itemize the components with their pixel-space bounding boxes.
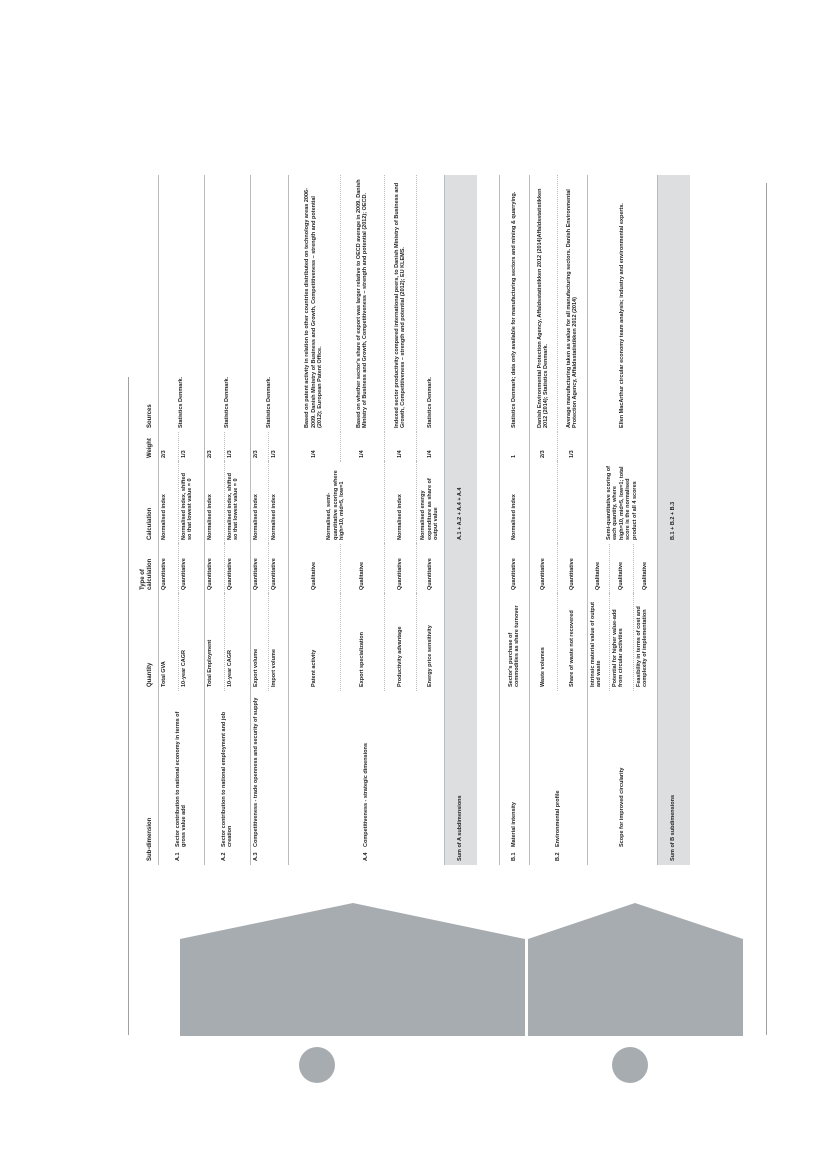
quantity-cell: Sector's purchase of commodities as share turnover — [499, 594, 529, 691]
weight-cell: 1/4 — [288, 432, 340, 462]
calculation-cell: Normalised index — [499, 462, 529, 544]
header-type: Type of calculation — [139, 558, 153, 590]
spacer-row — [477, 175, 500, 865]
subdimension-number: A.3 — [252, 852, 259, 861]
subdimension-cell — [158, 691, 204, 865]
type-cell: Quantitative — [529, 544, 557, 594]
weight-cell: 1/4 — [384, 432, 416, 462]
table-row — [204, 175, 224, 865]
type-cell: Qualitative — [609, 544, 633, 594]
weight-cell: 2/3 — [204, 432, 224, 462]
type-cell: Quantitative — [178, 544, 204, 594]
type-cell: Quantitative — [224, 544, 250, 594]
type-cell: Quantitative — [158, 544, 178, 594]
calculation-cell: Normalised index — [250, 462, 268, 544]
quantity-cell: Energy price sensitivity — [416, 594, 444, 691]
house-shape-icon — [180, 901, 525, 1036]
table-row — [529, 175, 557, 865]
source-cell: Ellen MacArthur circular economy team analysis; industry and environmental experts. — [587, 175, 657, 432]
sum-label: Sum of B subdimensions — [657, 544, 690, 865]
subdimension-label: Competitiveness - trade openness and security of supply — [252, 697, 259, 847]
type-cell: Qualitative — [288, 544, 340, 594]
subdimension-label: Competitiveness - strategic dimensions — [362, 743, 369, 847]
subdimension-label: Material intensity — [510, 802, 517, 847]
house-shape-icon — [528, 901, 743, 1036]
subdimension-cell — [204, 691, 250, 865]
subdimension-cell — [250, 691, 288, 865]
weight-cell: 1 — [499, 432, 529, 462]
calculation-cell: Normalised, semi-quantitative scoring where high=10, mid=5, low=1 — [288, 462, 384, 544]
calculation-cell: Normalised index — [204, 462, 224, 544]
subdimension-number: A.4 — [362, 852, 369, 861]
weight-cell: 2/3 — [158, 432, 178, 462]
weight-cell: 1/3 — [178, 432, 204, 462]
weight-cell — [587, 432, 657, 462]
source-cell: Based on whether sector's share of export was larger relative to OECD average in 2009. Danish Ministry of Business and Growth, Competitiveness – strength and potential (2012); OECD. — [340, 175, 384, 432]
source-cell: Danish Environmental Protection Agency, Affaldsstatistikken 2012 (2014)Affaldsstatistikken 2012 (2014); Statistics Denmark. — [529, 175, 557, 432]
weight-cell: 2/3 — [250, 432, 268, 462]
type-cell: Quantitative — [384, 544, 416, 594]
calculation-cell: Semi-quantitative scoring of each quantity, where high=10, mid=5, low=1; total score is the normalised product of all 4 scores — [587, 462, 657, 544]
quantity-cell: Productivity advantage — [384, 594, 416, 691]
calculation-cell: Normalised index — [268, 462, 288, 544]
weight-cell: 1/3 — [268, 432, 288, 462]
source-cell: Based on patent activity in relation to other countries distributed on technology areas 2006-2009. Danish Ministry of Business and Growth, Competitiveness – strength and potential (2012); European Patent Office. — [288, 175, 340, 432]
type-cell: Quantitative — [557, 544, 587, 594]
source-cell: Average manufacturing taken as value for all manufacturing sectors. Danish Environmental Protection Agency, Affaldsstatistikken 2012 (2014) — [557, 175, 587, 432]
type-cell: Quantitative — [204, 544, 224, 594]
subdimension-label: Sector contribution to national economy in terms of gross value add — [174, 711, 187, 847]
subdimension-number: B.2 — [554, 852, 561, 861]
type-cell: Quantitative — [416, 544, 444, 594]
rotated-table-wrapper — [128, 145, 768, 865]
subdimension-cell — [529, 691, 587, 865]
sum-label: Sum of A subdimensions — [444, 544, 477, 865]
sum-row — [444, 175, 477, 865]
subdimension-cell — [587, 691, 657, 865]
weight-cell: 1/3 — [557, 432, 587, 462]
type-cell: Qualitative — [340, 544, 384, 594]
subdimension-cell — [499, 691, 529, 865]
calculation-cell — [557, 462, 587, 544]
subdimension-number: B.1 — [510, 852, 517, 861]
quantity-cell: 10-year CAGR — [224, 594, 250, 691]
type-cell: Qualitative — [587, 544, 609, 594]
sum-calculation: B.1 + B.2 + B.3 — [657, 175, 690, 544]
subdimension-label: Environmental profile — [554, 790, 561, 847]
header-sub-dimension: Sub-dimension — [146, 817, 153, 861]
header-calculation: Calculation — [146, 507, 153, 540]
quantity-cell: Total Employment — [204, 594, 224, 691]
header-sources: Sources — [146, 404, 153, 428]
type-cell: Quantitative — [250, 544, 268, 594]
sum-calculation: A.1 + A.2 + A.4 + A.4 — [444, 175, 477, 544]
source-cell: Statistics Denmark. — [204, 175, 250, 432]
calculation-cell: Normalised index — [384, 462, 416, 544]
quantity-cell: Patent activity — [288, 594, 340, 691]
quantity-cell: Total GVA — [158, 594, 178, 691]
subdimension-label: Scope for improved circularity — [618, 767, 625, 847]
weight-cell: 2/3 — [529, 432, 557, 462]
quantity-cell: 10-year CAGR — [178, 594, 204, 691]
circle-badge-icon — [298, 1046, 336, 1084]
source-cell: Statistics Denmark. — [158, 175, 204, 432]
table-header-row — [128, 175, 158, 865]
calculation-cell — [529, 462, 557, 544]
quantity-cell: Intrinsic material value of output and waste — [587, 594, 609, 691]
quantity-cell: Share of waste not recovered — [557, 594, 587, 691]
header-weight: Weight — [146, 438, 153, 458]
calculation-cell: Normalised energy expenditure as share of output value — [416, 462, 444, 544]
type-cell: Quantitative — [499, 544, 529, 594]
source-cell: Statistics Denmark; data only available for manufacturing sectors and mining & quarrying. — [499, 175, 529, 432]
sum-row — [657, 175, 690, 865]
subdimension-number: A.1 — [174, 852, 181, 861]
weight-cell: 1/4 — [340, 432, 384, 462]
circle-badge-icon — [611, 1046, 649, 1084]
calculation-cell: Normalised index, shifted so that lowest value = 0 — [224, 462, 250, 544]
header-quantity: Quantity — [146, 662, 153, 687]
table-row — [288, 175, 340, 865]
table-row — [499, 175, 529, 865]
quantity-cell: Export volume — [250, 594, 268, 691]
indicator-table — [128, 175, 690, 865]
quantity-cell: Import volume — [268, 594, 288, 691]
subdimension-label: Sector contribution to national employment and job creation — [220, 711, 233, 847]
quantity-cell: Potential for higher value-add from circular activities — [609, 594, 633, 691]
type-cell: Qualitative — [633, 544, 657, 594]
table-row — [158, 175, 178, 865]
subdimension-number: A.2 — [220, 852, 227, 861]
source-cell: Statistics Denmark. — [250, 175, 288, 432]
calculation-cell: Normalised index, shifted so that lowest value = 0 — [178, 462, 204, 544]
source-cell: Indexed sector productivity compared international peers, to Danish Ministry of Business and Growth, Competitiveness – strength and potential (2012); EU KLEMS. — [384, 175, 416, 432]
table-row — [250, 175, 268, 865]
calculation-cell: Normalised index — [158, 462, 178, 544]
weight-cell: 1/3 — [224, 432, 250, 462]
quantity-cell: Feasibility in terms of cost and complexity of implementation — [633, 594, 657, 691]
source-cell: Statistics Denmark. — [416, 175, 444, 432]
quantity-cell: Export specialization — [340, 594, 384, 691]
subdimension-cell — [288, 691, 444, 865]
table-row — [587, 175, 609, 865]
quantity-cell: Waste volumes — [529, 594, 557, 691]
weight-cell: 1/4 — [416, 432, 444, 462]
type-cell: Quantitative — [268, 544, 288, 594]
